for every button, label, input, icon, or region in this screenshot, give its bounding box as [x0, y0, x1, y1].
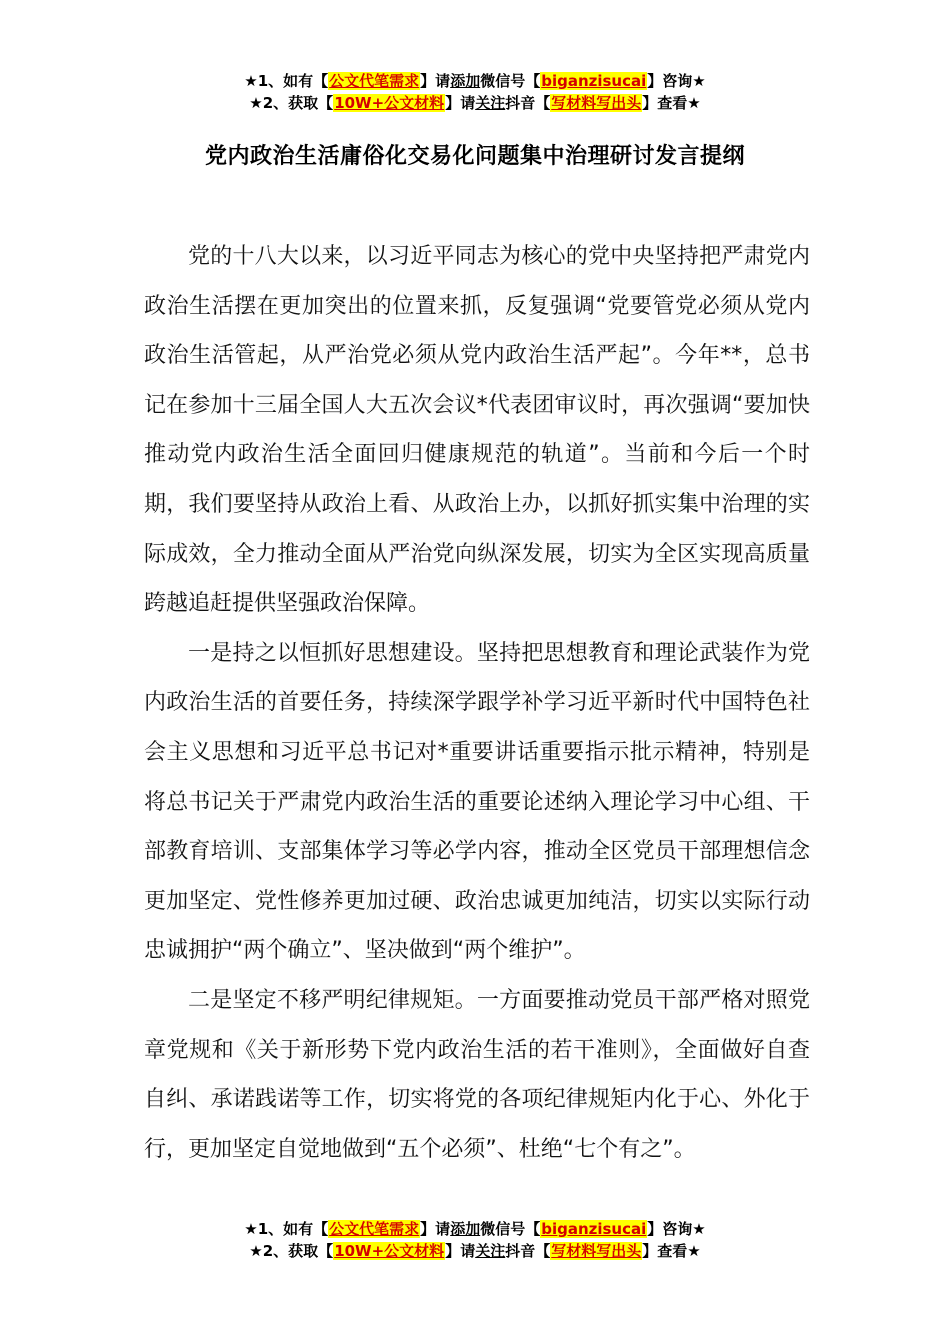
promo-highlight-douyin: 写材料写出头	[551, 1242, 642, 1260]
promo-underlined-follow: 关注	[475, 94, 506, 112]
promo-text: 抖音【	[505, 94, 551, 112]
promo-highlight-wechat-id: biganzisucai	[541, 1220, 647, 1238]
header-promo-banner	[0, 70, 950, 114]
promo-highlight-service: 公文代笔需求	[329, 1220, 420, 1238]
footer-promo-banner	[0, 1218, 950, 1262]
document-body	[144, 232, 810, 1174]
promo-text: ★1、如有【	[244, 1220, 329, 1238]
promo-underlined-follow: 关注	[475, 1242, 506, 1260]
promo-text: ★1、如有【	[244, 72, 329, 90]
promo-line-1	[0, 70, 950, 92]
promo-text: 】请	[445, 94, 476, 112]
promo-highlight-service: 公文代笔需求	[329, 72, 420, 90]
paragraph-intro: 党的十八大以来，以习近平同志为核心的党中央坚持把严肃党内政治生活摆在更加突出的位置来抓，反复强调“党要管党必须从党内政治生活管起，从严治党必须从党内政治生活严起”。今年**，总书记在参加十三届全国人大五次会议*代表团审议时，再次强调“要加快推动党内政治生活全面回归健康规范的轨道”。当前和今后一个时期，我们要坚持从政治上看、从政治上办，以抓好抓实集中治理的实际成效，全力推动全面从严治党向纵深发展，切实为全区实现高质量跨越追赶提供坚强政治保障。	[144, 244, 810, 617]
promo-text: 微信号【	[480, 72, 541, 90]
promo-line-2	[0, 92, 950, 114]
promo-highlight-douyin: 写材料写出头	[551, 94, 642, 112]
promo-text: 】查看★	[642, 1242, 701, 1260]
promo-text: 】请	[420, 72, 451, 90]
promo-text: ★2、获取【	[249, 1242, 334, 1260]
paragraph-point-two: 二是坚定不移严明纪律规矩。一方面要推动党员干部严格对照党章党规和《关于新形势下党内政治生活的若干准则》，全面做好自查自纠、承诺践诺等工作，切实将党的各项纪律规矩内化于心、外化于行，更加坚定自觉地做到“五个必须”、杜绝“七个有之”。	[144, 987, 810, 1162]
promo-underlined-add: 添加	[450, 1220, 481, 1238]
promo-text: 】查看★	[642, 94, 701, 112]
promo-text: 抖音【	[505, 1242, 551, 1260]
promo-text: ★2、获取【	[249, 94, 334, 112]
promo-text: 】咨询★	[647, 1220, 706, 1238]
promo-highlight-materials: 10W+公文材料	[334, 94, 445, 112]
promo-text: 】请	[445, 1242, 476, 1260]
promo-text: 】咨询★	[647, 72, 706, 90]
promo-line-2	[0, 1240, 950, 1262]
promo-highlight-wechat-id: biganzisucai	[541, 72, 647, 90]
promo-text: 微信号【	[480, 1220, 541, 1238]
promo-underlined-add: 添加	[450, 72, 481, 90]
promo-text: 】请	[420, 1220, 451, 1238]
paragraph-point-one: 一是持之以恒抓好思想建设。坚持把思想教育和理论武装作为党内政治生活的首要任务，持续深学跟学补学习近平新时代中国特色社会主义思想和习近平总书记对*重要讲话重要指示批示精神，特别是将总书记关于严肃党内政治生活的重要论述纳入理论学习中心组、干部教育培训、支部集体学习等必学内容，推动全区党员干部理想信念更加坚定、党性修养更加过硬、政治忠诚更加纯洁，切实以实际行动忠诚拥护“两个确立”、坚决做到“两个维护”。	[144, 640, 810, 964]
promo-line-1	[0, 1218, 950, 1240]
document-title: 党内政治生活庸俗化交易化问题集中治理研讨发言提纲	[204, 144, 745, 169]
promo-highlight-materials: 10W+公文材料	[334, 1242, 445, 1260]
